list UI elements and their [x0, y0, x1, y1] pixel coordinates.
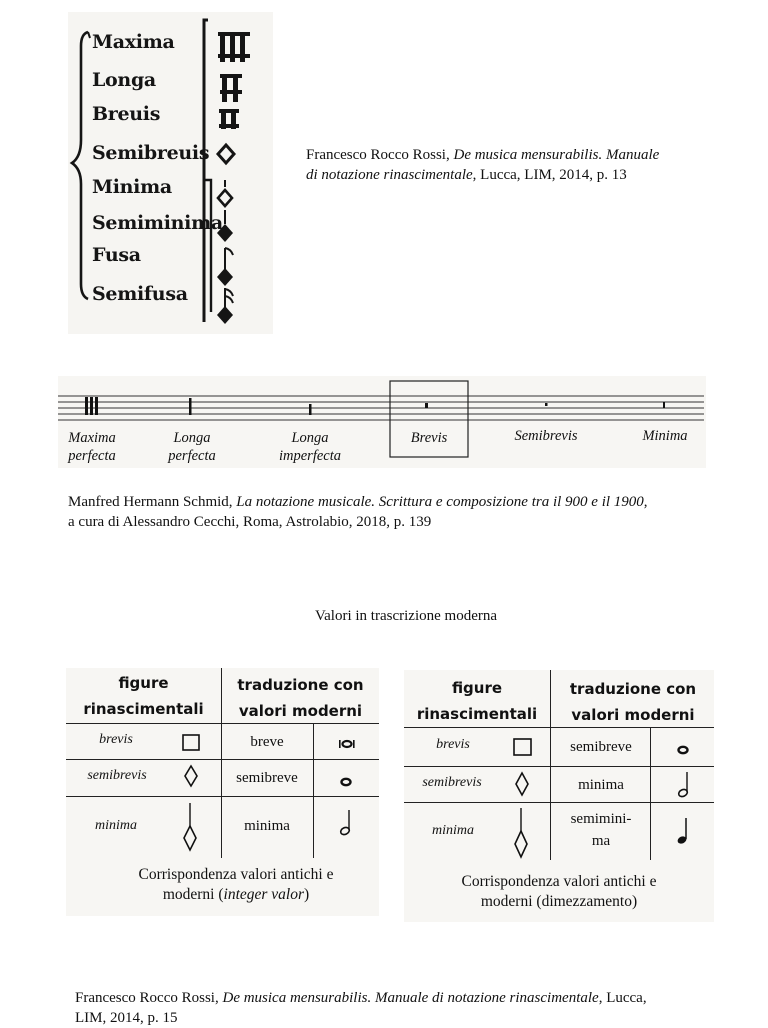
whole-note-icon — [675, 744, 691, 756]
th-traduzione-valori-moderni — [222, 672, 379, 724]
caption-line2-post: ) — [304, 886, 310, 903]
note-name-semiminima: Semiminima — [92, 212, 223, 234]
caption2-comma: , — [643, 494, 648, 510]
staff-label-longa-perfecta — [158, 429, 226, 465]
half-note-icon — [674, 770, 692, 800]
caption1-author: Francesco Rocco Rossi, — [306, 147, 454, 163]
staff-label-line2: perfecta — [168, 448, 216, 464]
th-line1: traduzione con — [569, 680, 697, 698]
semibrevis-lozenge-icon — [181, 763, 201, 789]
staff-label-line1: Longa — [173, 430, 211, 446]
cell-line2: ma — [591, 833, 611, 849]
caption-line2: moderni (dimezzamento) — [480, 893, 638, 910]
cell-modern-semibreve: semibreve — [236, 770, 298, 786]
note-name-maxima: Maxima — [92, 31, 175, 53]
caption3-title: De musica mensurabilis. Manuale di notazione rinascimentale — [222, 990, 599, 1006]
th-line2: valori moderni — [238, 702, 363, 720]
minima-stemmed-lozenge-icon — [179, 801, 201, 853]
cell-figure-minima: minima — [432, 823, 474, 838]
caption3-author: Francesco Rocco Rossi, — [75, 990, 223, 1006]
caption2-title: La notazione musicale. Scrittura e composizione tra il 900 e il 1900 — [236, 494, 644, 510]
staff-label-minima — [631, 427, 699, 445]
caption1-title: De musica mensurabilis. Manuale — [453, 147, 660, 163]
cell-modern-breve: breve — [250, 734, 284, 750]
mensural-notes-figure — [68, 12, 273, 334]
cell-modern-semiminima — [552, 808, 650, 852]
quarter-note-icon — [674, 816, 692, 848]
half-note-icon — [336, 808, 354, 838]
note-name-longa: Longa — [92, 69, 156, 91]
caption-rossi-p15 — [75, 988, 765, 1028]
th-figure-rinascimentali — [404, 675, 550, 727]
table-left-caption — [66, 865, 406, 905]
cell-figure-brevis: brevis — [99, 732, 133, 747]
cell-figure-semibrevis: semibrevis — [87, 768, 147, 783]
semibrevis-lozenge-icon — [512, 770, 532, 798]
double-whole-note-icon — [338, 738, 356, 750]
note-name-minima: Minima — [92, 176, 172, 198]
staff-label-longa-imperfecta — [270, 429, 350, 465]
table-right-caption — [404, 872, 714, 912]
caption1-publisher: , Lucca, LIM, 2014, p. 13 — [472, 167, 627, 183]
staff-label-line1: Brevis — [410, 430, 448, 446]
cell-modern-semibreve: semibreve — [570, 739, 632, 755]
staff-label-maxima-perfecta — [58, 429, 126, 465]
cell-figure-semibrevis: semibrevis — [422, 775, 482, 790]
staff-label-semibrevis — [506, 427, 586, 445]
staff-label-brevis — [392, 429, 466, 447]
brevis-square-icon — [181, 733, 203, 753]
caption-rossi-p13 — [306, 145, 726, 185]
th-line2: rinascimentali — [416, 705, 538, 723]
brevis-square-icon — [512, 737, 534, 759]
cell-figure-minima: minima — [95, 818, 137, 833]
whole-note-icon — [338, 776, 354, 788]
th-line1: figure — [118, 674, 169, 692]
cell-line1: semimini- — [570, 811, 632, 827]
caption-schmid-p139 — [68, 492, 758, 532]
minima-stemmed-lozenge-icon — [510, 806, 532, 860]
caption-line2-pre: moderni ( — [162, 886, 224, 903]
note-name-semifusa: Semifusa — [92, 283, 188, 305]
table-dimezzamento — [404, 670, 714, 922]
th-line1: figure — [451, 679, 503, 697]
note-name-breuis: Breuis — [92, 103, 161, 125]
staff-figure — [58, 376, 706, 468]
section-title: Valori in trascrizione moderna — [314, 608, 497, 624]
staff-label-line2: perfecta — [68, 448, 116, 464]
th-line2: valori moderni — [571, 706, 695, 724]
caption2-author: Manfred Hermann Schmid, — [68, 494, 237, 510]
caption-line2-italic: integer valor — [223, 886, 305, 903]
staff-lines — [58, 376, 706, 468]
note-name-fusa: Fusa — [92, 244, 141, 266]
cell-figure-brevis: brevis — [436, 737, 470, 752]
staff-label-line2: imperfecta — [278, 448, 341, 464]
note-name-semibreuis: Semibreuis — [92, 142, 210, 164]
th-figure-rinascimentali — [66, 670, 221, 722]
staff-label-line1: Minima — [642, 428, 688, 444]
table-integer-valor — [66, 668, 379, 916]
staff-label-line1: Longa — [291, 430, 329, 446]
cell-modern-minima: minima — [578, 777, 624, 793]
caption2-editor: a cura di Alessandro Cecchi, Roma, Astrolabio, 2018, p. 139 — [68, 514, 432, 530]
caption-line1: Corrispondenza valori antichi e — [461, 873, 657, 890]
th-line1: traduzione con — [237, 676, 364, 694]
caption3-publisher: , Lucca, — [598, 990, 647, 1006]
staff-label-line1: Maxima — [68, 430, 116, 446]
caption1-title-cont: di notazione rinascimentale — [306, 167, 473, 183]
caption3-year-page: LIM, 2014, p. 15 — [75, 1010, 178, 1026]
staff-label-line1: Semibrevis — [514, 428, 578, 444]
cell-modern-minima: minima — [244, 818, 290, 834]
caption-line1: Corrispondenza valori antichi e — [138, 866, 334, 883]
th-traduzione-valori-moderni — [552, 676, 714, 728]
th-line2: rinascimentali — [83, 700, 204, 718]
